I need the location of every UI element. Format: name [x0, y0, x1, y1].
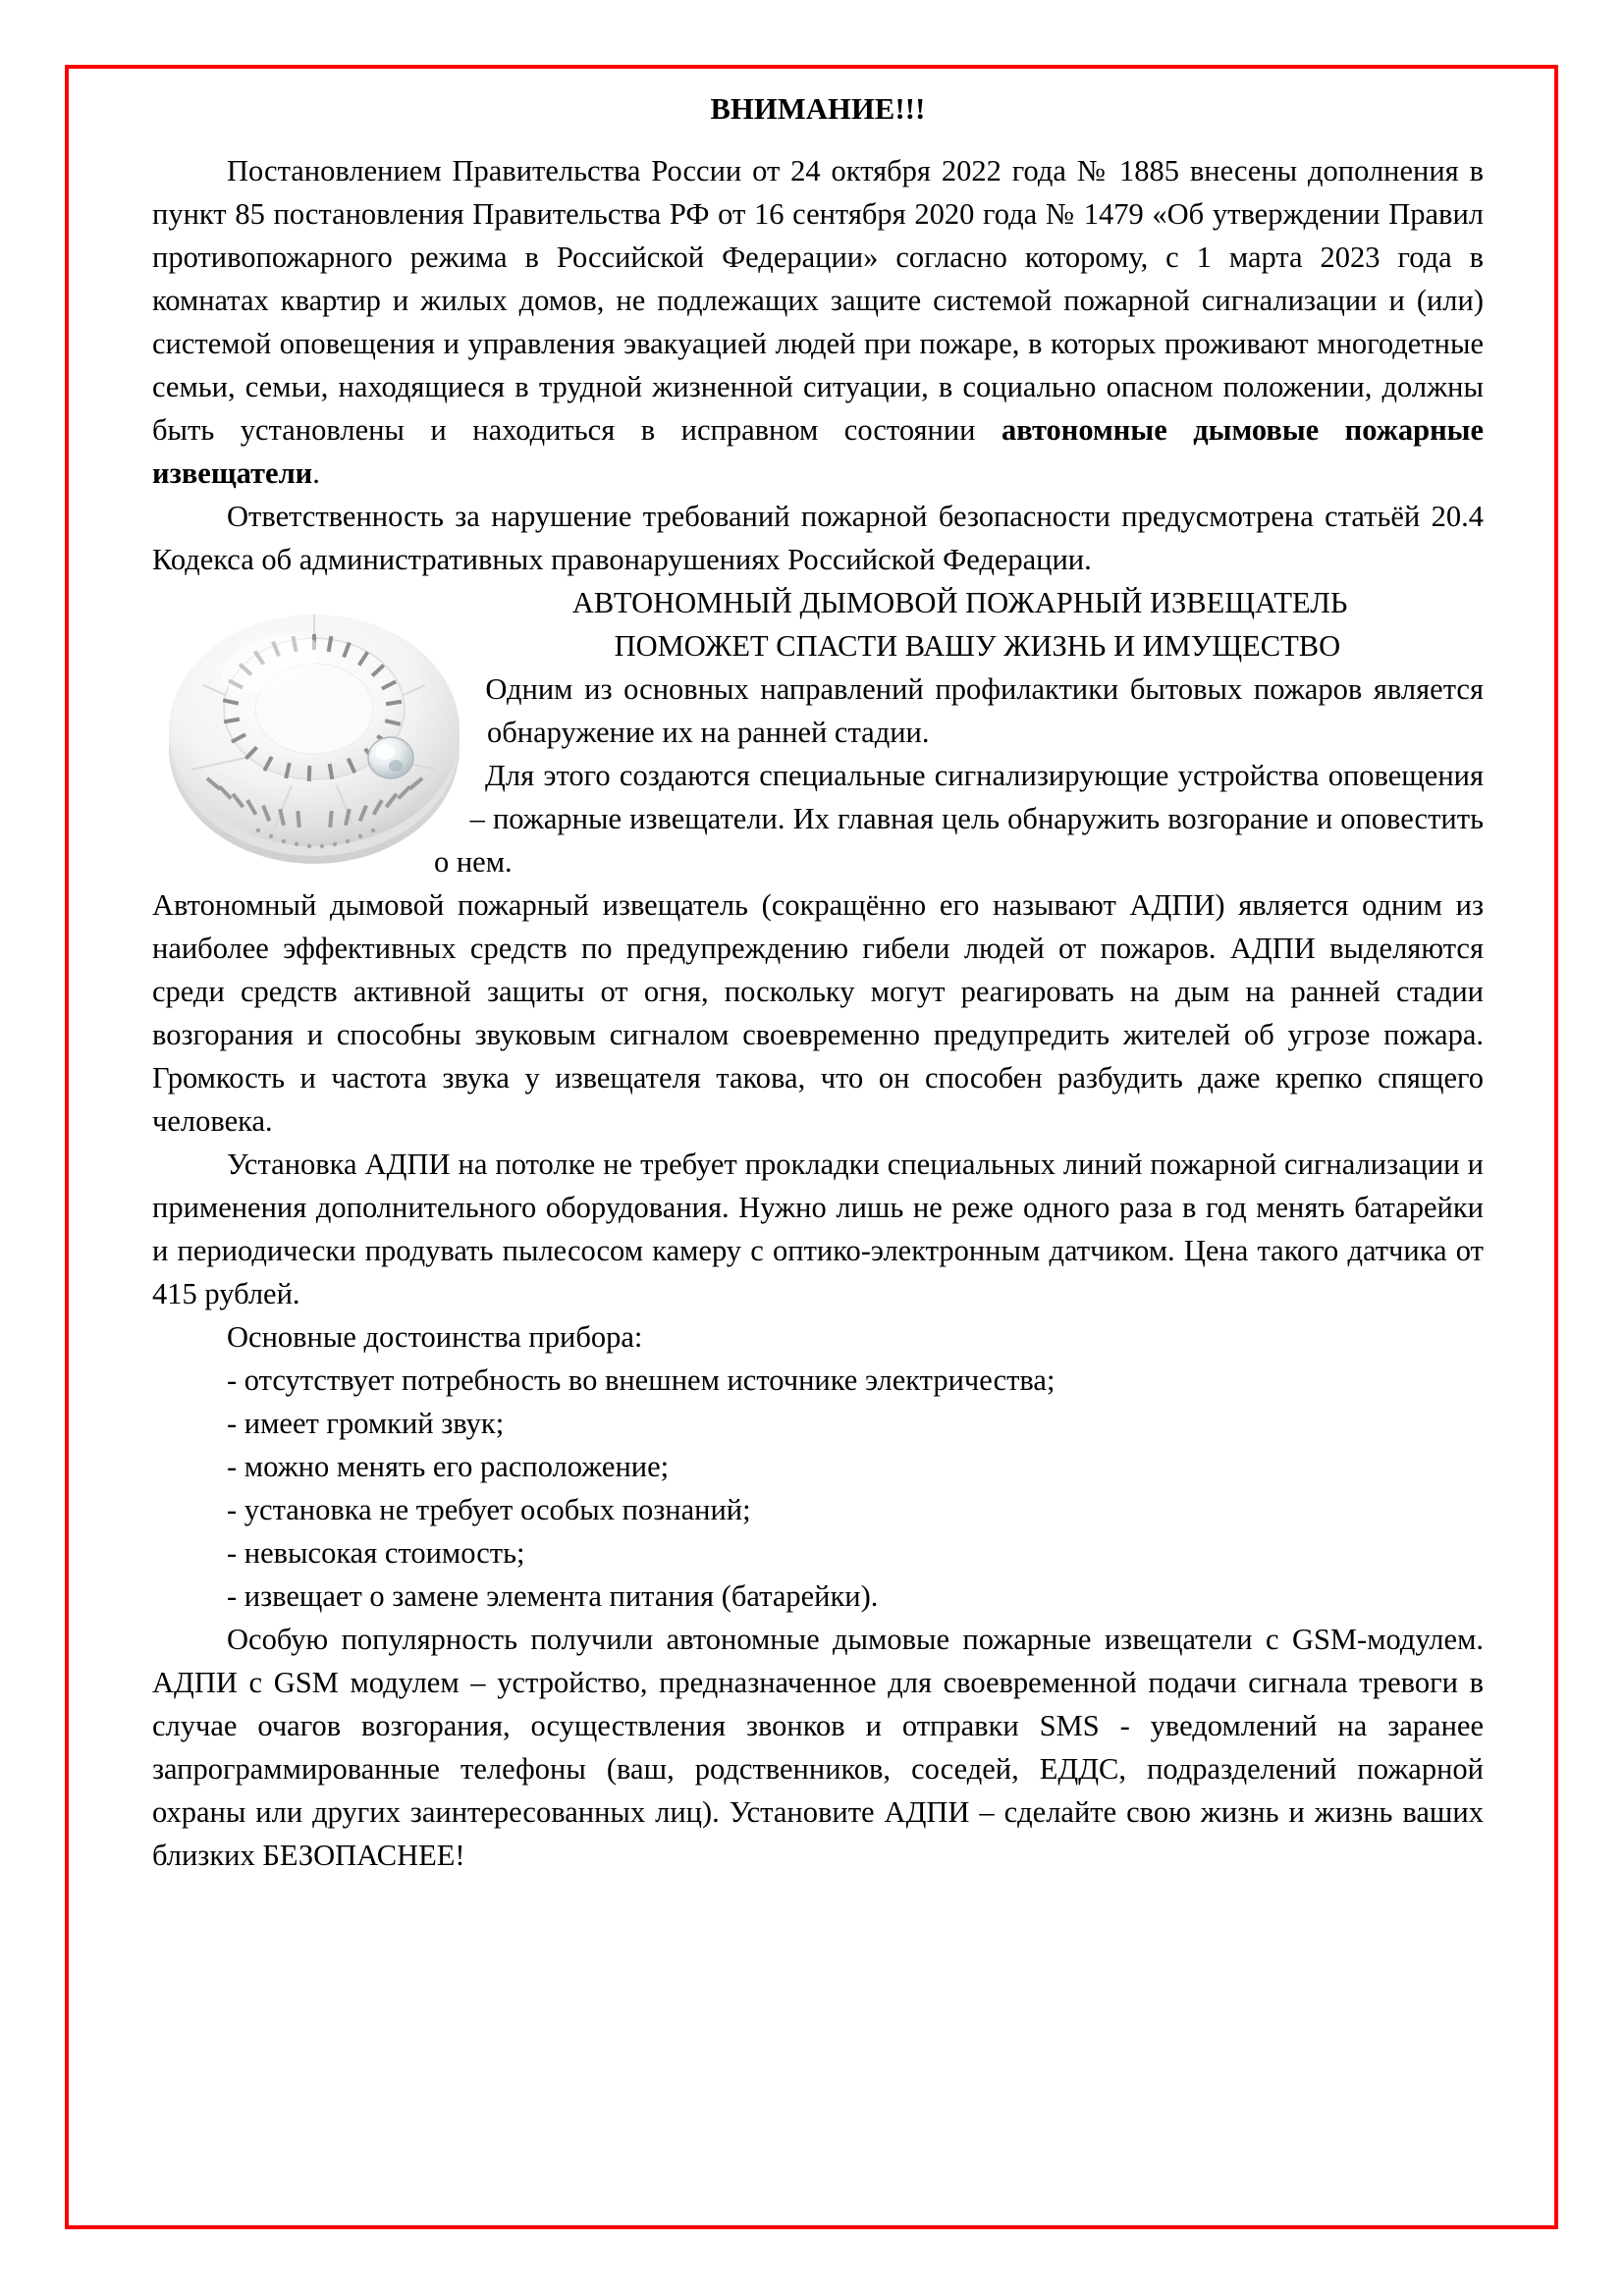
paragraph-decree-text-2: . [312, 456, 320, 491]
led-indicator-icon [368, 737, 413, 778]
paragraph-liability: Ответственность за нарушение требований пожарной безопасности предусмотрена статьёй 20.4 Кодекса об административных правонарушениях Российской Федерации. [152, 500, 1484, 577]
advantages-lead-in: Основные достоинства прибора: [227, 1320, 643, 1355]
document-content [152, 90, 1484, 2211]
paragraph-decree [152, 149, 1484, 495]
list-item: - имеет громкий звук; [227, 1407, 505, 1441]
list-item: - отсутствует потребность во внешнем источнике электричества; [227, 1363, 1056, 1398]
section-heading-line-1: АВТОНОМНЫЙ ДЫМОВОЙ ПОЖАРНЫЙ ИЗВЕЩАТЕЛЬ [571, 586, 1348, 620]
smoke-detector-photo [152, 583, 476, 878]
list-item: - извещает о замене элемента питания (батарейки). [227, 1579, 879, 1614]
list-item: - установка не требует особых познаний; [227, 1493, 751, 1527]
image-text-flow-block [152, 581, 1484, 1143]
page-title: ВНИМАНИЕ!!! [710, 92, 926, 126]
paragraph-decree-bold-term: автономные дымовые пожарные извещатели [152, 413, 1484, 491]
advantages-list [152, 1359, 1484, 1618]
paragraph-adpi-description: Автономный дымовой пожарный извещатель (сокращённо его называют АДПИ) является одним из наиболее эффективных средств по предупреждению гибели людей от пожаров. АДПИ выделяются среди средств активной защиты от огня, поскольку могут реагировать на дым на ранней стадии возгорания и способны звуковым сигналом своевременно предупредить жителей об угрозе пожара. Громкость и частота звука у извещателя такова, что он способен разбудить даже крепко спящего человека. [152, 888, 1484, 1139]
list-item: - невысокая стоимость; [227, 1536, 525, 1571]
paragraph-devices: Для этого создаются специальные сигнализирующие устройства оповещения – пожарные извещатели. Их главная цель обнаружить возгорание и оповестить о нем. [433, 759, 1484, 880]
smoke-detector-figure [152, 583, 476, 878]
paragraph-gsm-module: Особую популярность получили автономные дымовые пожарные извещатели с GSM-модулем. АДПИ с GSM модулем – устройство, предназначенное для своевременной подачи сигнала тревоги в случае очагов возгорания, осуществления звонков и отправки SMS - уведомлений на заранее запрограммированные телефоны (ваш, родственников, соседей, ЕДДС, подразделений пожарной охраны или других заинтересованных лиц). Установите АДПИ – сделайте свою жизнь и жизнь ваших близких БЕЗОПАСНЕЕ! [152, 1623, 1484, 1873]
section-heading-line-2: ПОМОЖЕТ СПАСТИ ВАШУ ЖИЗНЬ И ИМУЩЕСТВО [614, 629, 1341, 664]
paragraph-prevention: Одним из основных направлений профилактики бытовых пожаров является обнаружение их на ранней стадии. [485, 672, 1484, 750]
paragraph-decree-text-1: Постановлением Правительства России от 24 октября 2022 года № 1885 внесены дополнения в пункт 85 постановления Правительства РФ от 16 сентября 2020 года № 1479 «Об утверждении Правил противопожарного режима в Российской Федерации» согласно которому, с 1 марта 2023 года в комнатах квартир и жилых домов, не подлежащих защите системой пожарной сигнализации и (или) системой оповещения и управления эвакуацией людей при пожаре, в которых проживают многодетные семьи, семьи, находящиеся в трудной жизненной ситуации, в социально опасном положении, должны быть установлены и находиться в исправном состоянии [152, 154, 1484, 448]
paragraph-installation: Установка АДПИ на потолке не требует прокладки специальных линий пожарной сигнализации и применения дополнительного оборудования. Нужно лишь не реже одного раза в год менять батарейки и периодически продувать пылесосом камеру с оптико-электронным датчиком. Цена такого датчика от 415 рублей. [152, 1148, 1484, 1311]
list-item: - можно менять его расположение; [227, 1450, 670, 1484]
